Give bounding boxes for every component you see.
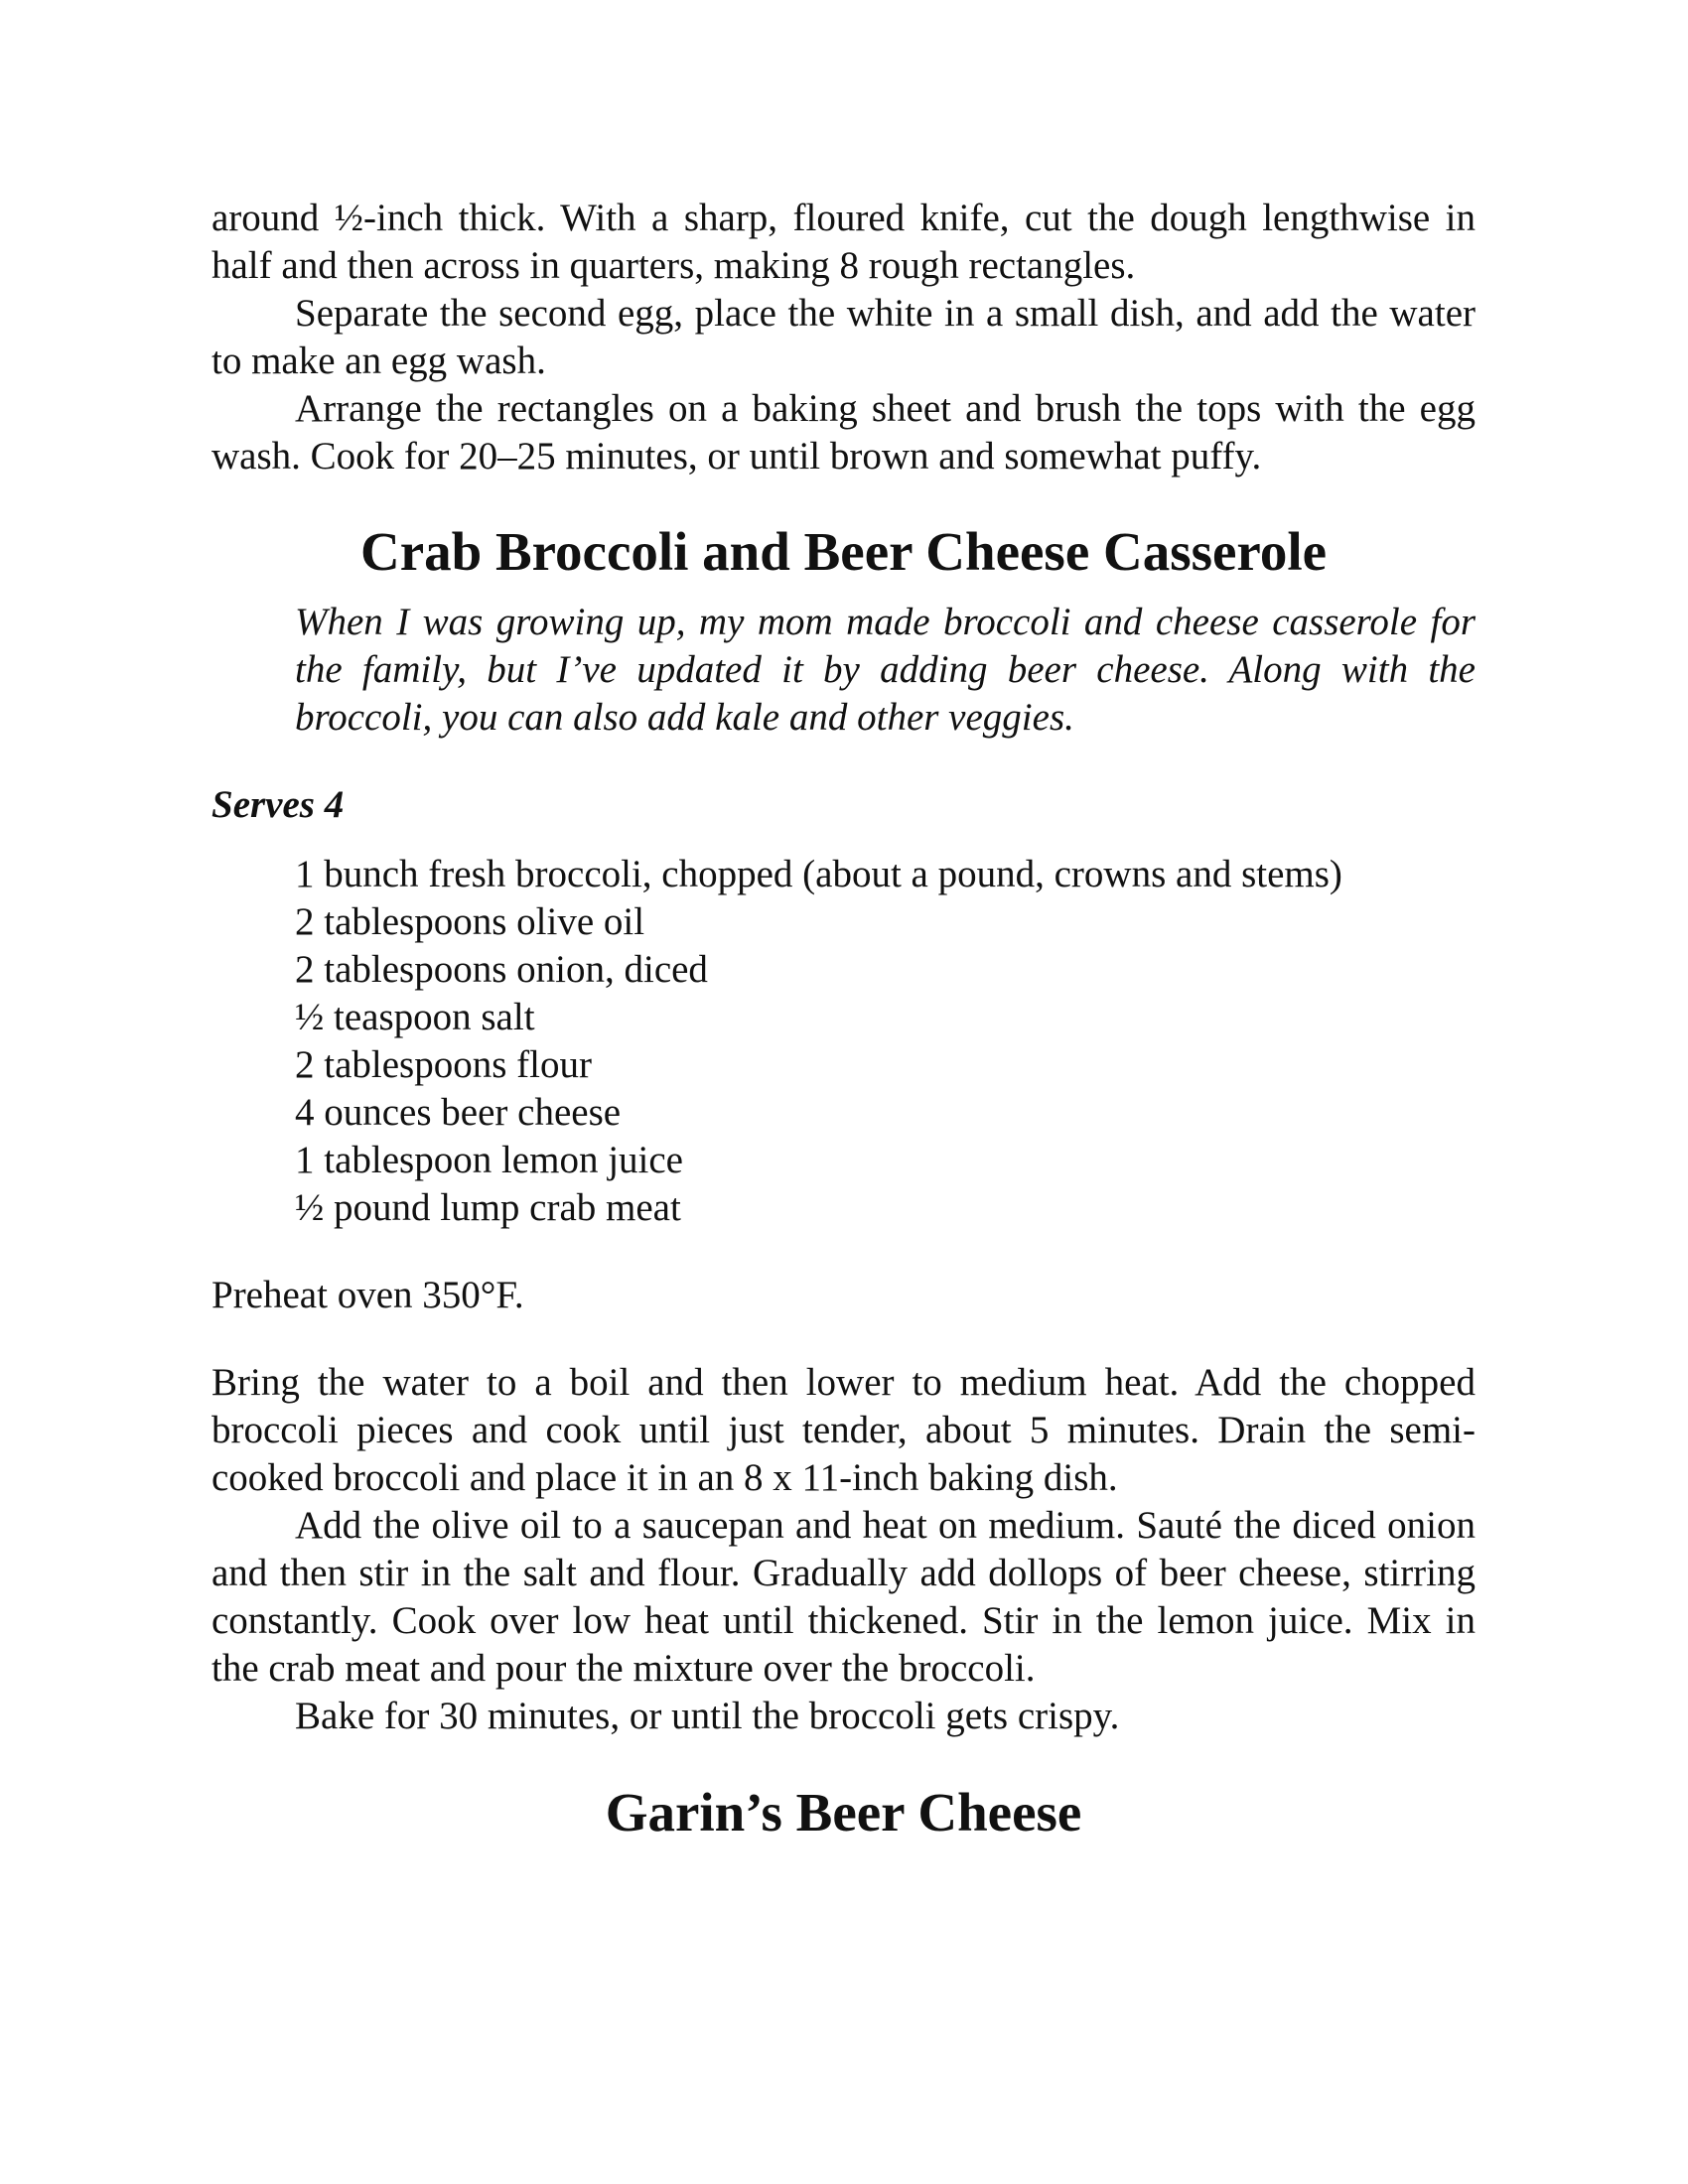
- ingredient-item: 1 bunch fresh broccoli, chopped (about a pound, crowns and stems): [295, 853, 1342, 895]
- ingredient-item: 2 tablespoons olive oil: [295, 900, 645, 943]
- recipe-intro: When I was growing up, my mom made broccoli and cheese casserole for the family, but I’ve updated it by adding beer cheese. Along with the broccoli, you can also add kale and other veggies.: [295, 601, 1476, 739]
- document-page: [211, 195, 1476, 1845]
- continued-paragraph: around ½-inch thick. With a sharp, floured knife, cut the dough lengthwise in half and then across in quarters, making 8 rough rectangles.: [211, 197, 1476, 287]
- ingredient-list: [295, 851, 1476, 1232]
- ingredient-item: ½ teaspoon salt: [295, 996, 535, 1038]
- next-recipe-title: Garin’s Beer Cheese: [605, 1782, 1082, 1843]
- ingredient-item: 2 tablespoons flour: [295, 1043, 592, 1086]
- ingredient-item: 4 ounces beer cheese: [295, 1091, 622, 1134]
- ingredient-item: ½ pound lump crab meat: [295, 1186, 681, 1229]
- preheat-instruction: Preheat oven 350°F.: [211, 1274, 524, 1316]
- step-paragraph: Bring the water to a boil and then lower to medium heat. Add the chopped broccoli pieces and cook until just tender, about 5 minutes. Drain the semi-cooked broccoli and place it in an 8 x 11-inch baking dish.: [211, 1361, 1476, 1499]
- ingredient-item: 2 tablespoons onion, diced: [295, 948, 708, 991]
- step-paragraph: Add the olive oil to a saucepan and heat on medium. Sauté the diced onion and then stir in the salt and flour. Gradually add dollops of beer cheese, stirring constantly. Cook over low heat until thickened. Stir in the lemon juice. Mix in the crab meat and pour the mixture over the broccoli.: [211, 1504, 1476, 1690]
- serves-label: Serves 4: [211, 783, 345, 826]
- step-paragraph: Bake for 30 minutes, or until the broccoli gets crispy.: [295, 1695, 1120, 1737]
- bake-rectangles-paragraph: Arrange the rectangles on a baking sheet and brush the tops with the egg wash. Cook for 20–25 minutes, or until brown and somewhat puffy.: [211, 387, 1476, 478]
- ingredient-item: 1 tablespoon lemon juice: [295, 1139, 683, 1181]
- egg-wash-paragraph: Separate the second egg, place the white in a small dish, and add the water to make an egg wash.: [211, 292, 1476, 382]
- recipe-title: Crab Broccoli and Beer Cheese Casserole: [359, 521, 1328, 582]
